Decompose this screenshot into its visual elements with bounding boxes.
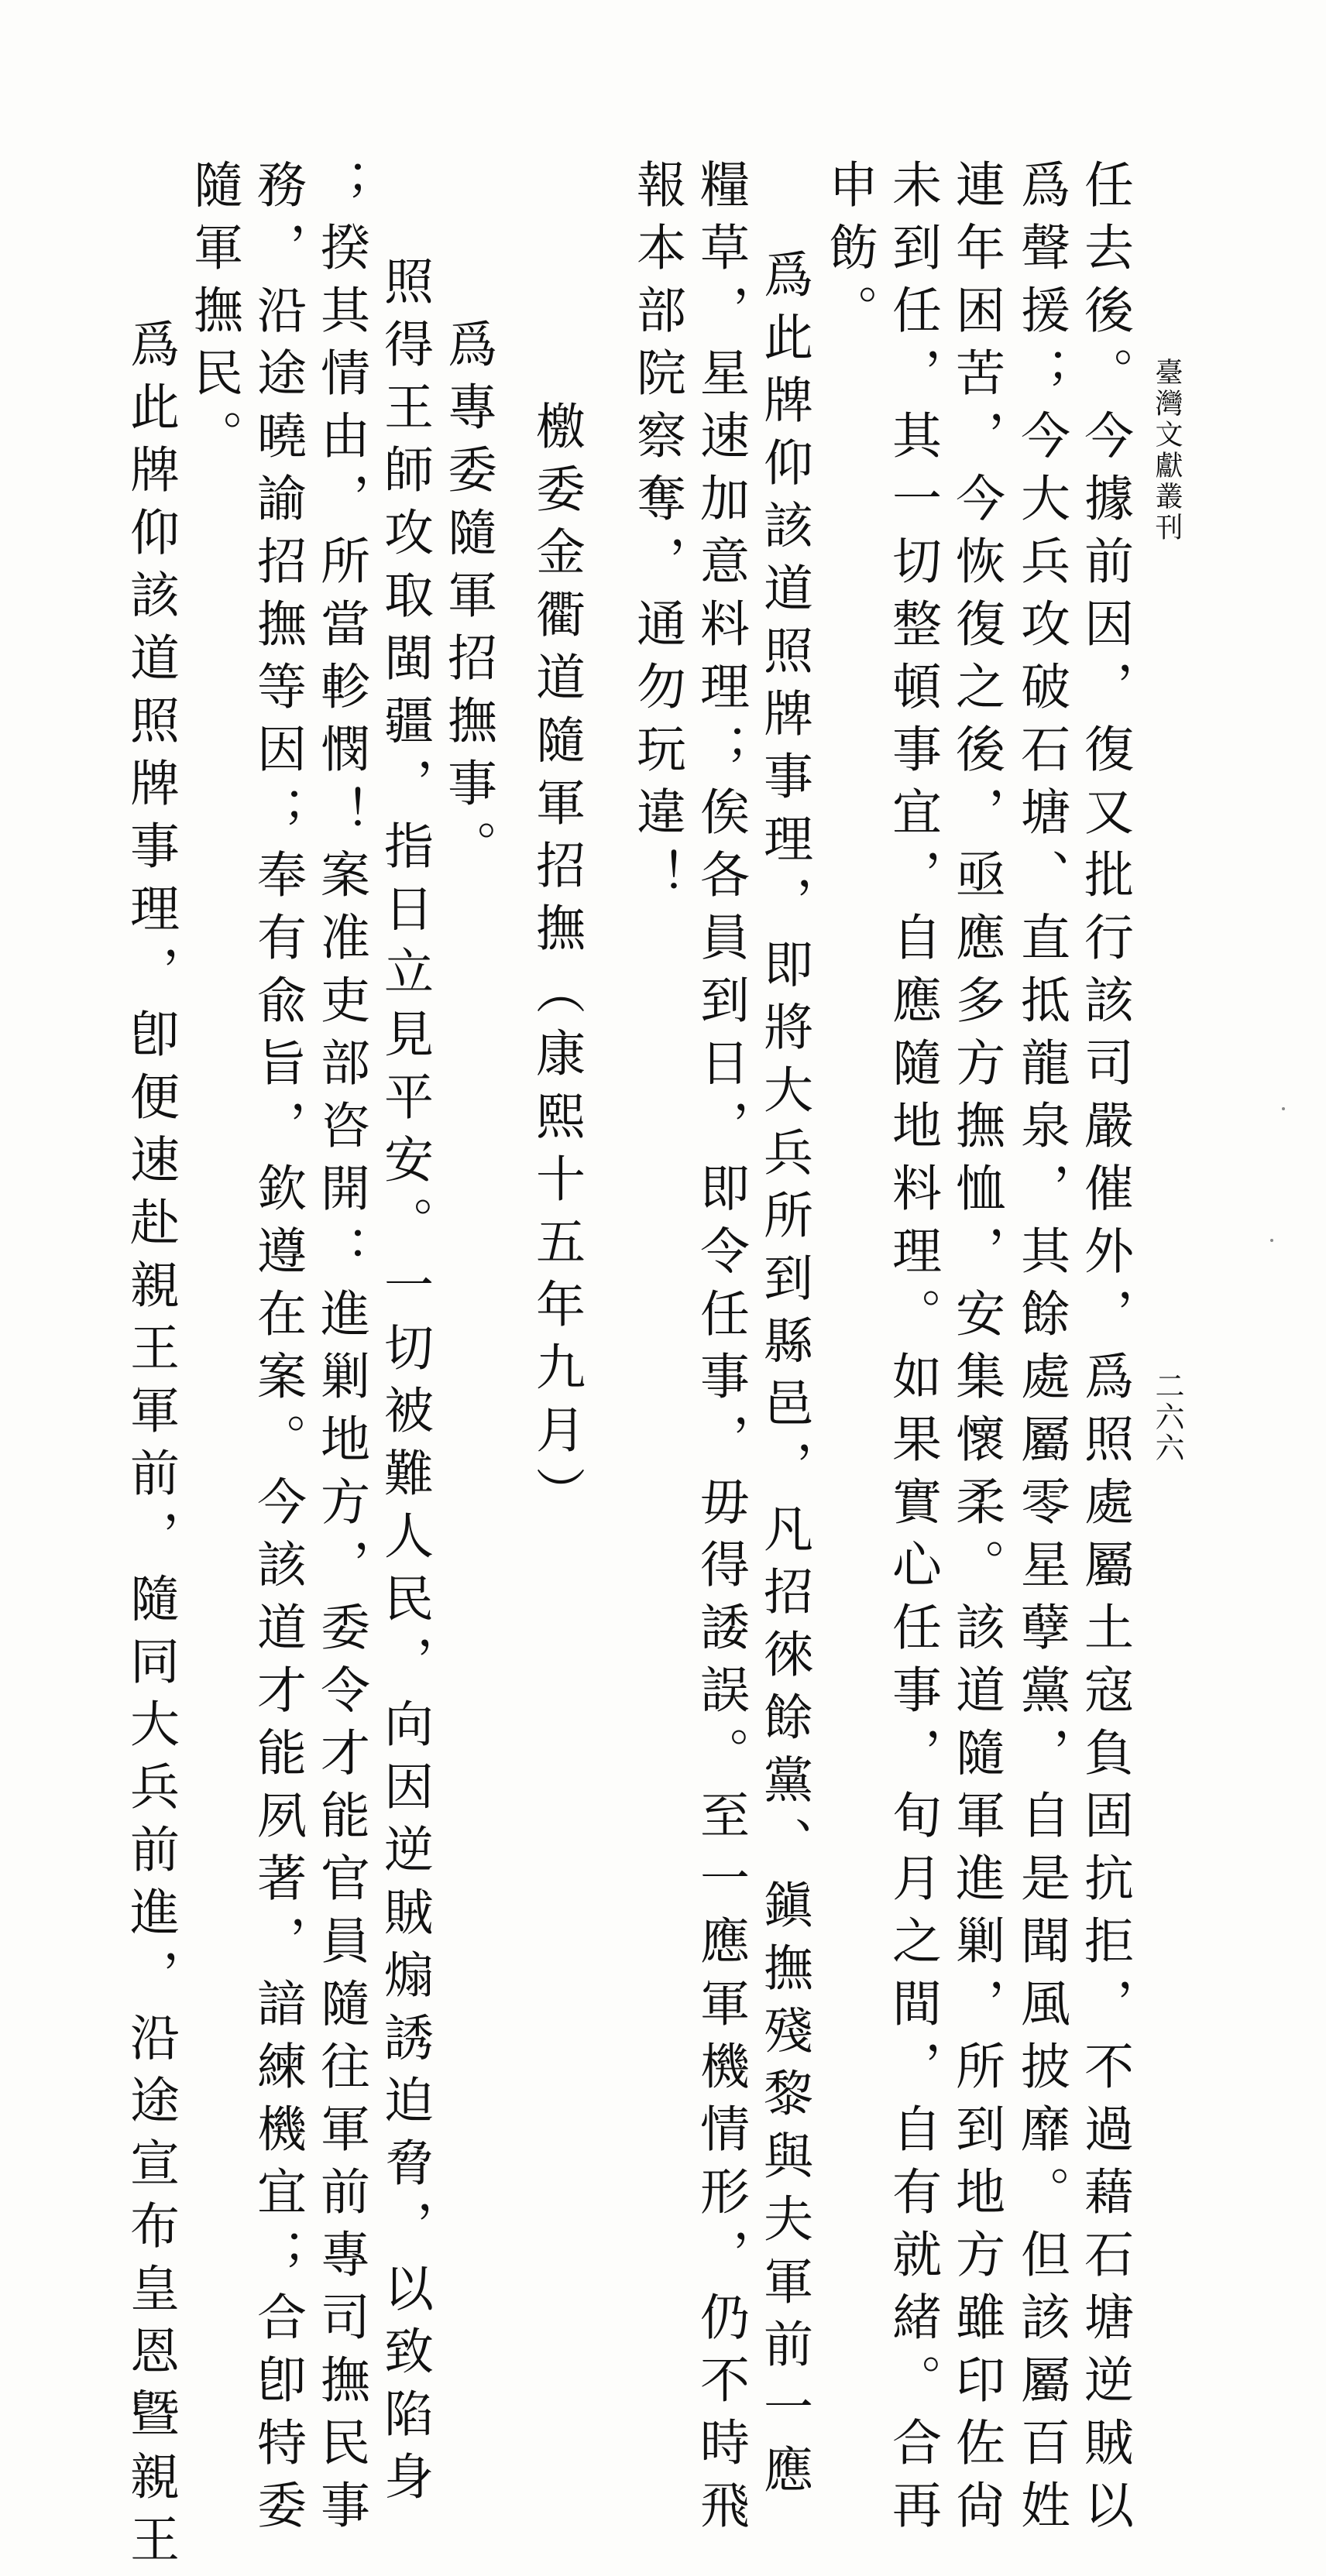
text-column-14: 隨軍撫民。	[185, 159, 242, 472]
text-column-11: 照得王師攻取閩疆，指日立見平安。一切被難人民，向因逆賊煽誘迫脅，以致陷身	[376, 256, 433, 2513]
text-column-1: 任去後。今據前因，復又批行該司嚴催外，爲照處屬土寇負固抗拒，不過藉石塘逆賊以	[1076, 159, 1133, 2542]
text-column-10: 爲專委隨軍招撫事。	[439, 256, 496, 883]
text-column-12: ；揆其情由，所當軫憫！案准吏部咨開：進剿地方，委令才能官員隨往軍前專司撫民事	[312, 159, 369, 2542]
scan-speck	[1282, 1107, 1285, 1110]
text-column-5: 申飭。	[820, 159, 878, 347]
scan-speck	[1270, 1239, 1273, 1242]
running-header-title: 臺灣文獻叢刊	[1151, 358, 1183, 544]
text-column-3: 連年困苦，今恢復之後，亟應多方撫恤，安集懷柔。該道隨軍進剿，所到地方雖印佐尙	[947, 159, 1005, 2542]
text-column-8: 報本部院察奪，通勿玩違！	[628, 159, 685, 911]
text-column-15: 爲此牌仰該道照牌事理，卽便速赴親王軍前，隨同大兵前進，沿途宣布皇恩曁親王	[122, 256, 179, 2576]
text-column-13: 務，沿途曉諭招撫等因；奉有兪旨，欽遵在案。今該道才能夙著，諳練機宜；合卽特委	[249, 159, 306, 2542]
text-column-6: 爲此牌仰該道照牌事理，即將大兵所到縣邑，凡招徠餘黨、鎭撫殘黎與夫軍前一應	[755, 186, 812, 2506]
page-number: 二六六	[1150, 1370, 1184, 1463]
text-column-7: 糧草，星速加意料理；俟各員到日，即令任事，毋得諉誤。至一應軍機情形，仍不時飛	[692, 159, 749, 2542]
text-column-2: 爲聲援；今大兵攻破石塘、直抵龍泉，其餘處屬零星孽黨，自是聞風披靡。但該屬百姓	[1012, 159, 1070, 2542]
text-column-4: 未到任，其一切整頓事宜，自應隨地料理。如果實心任事，旬月之間，自有就緒。合再	[884, 159, 941, 2542]
section-heading: 檄委金衢道隨軍招撫（康熙十五年九月）	[527, 275, 585, 1529]
